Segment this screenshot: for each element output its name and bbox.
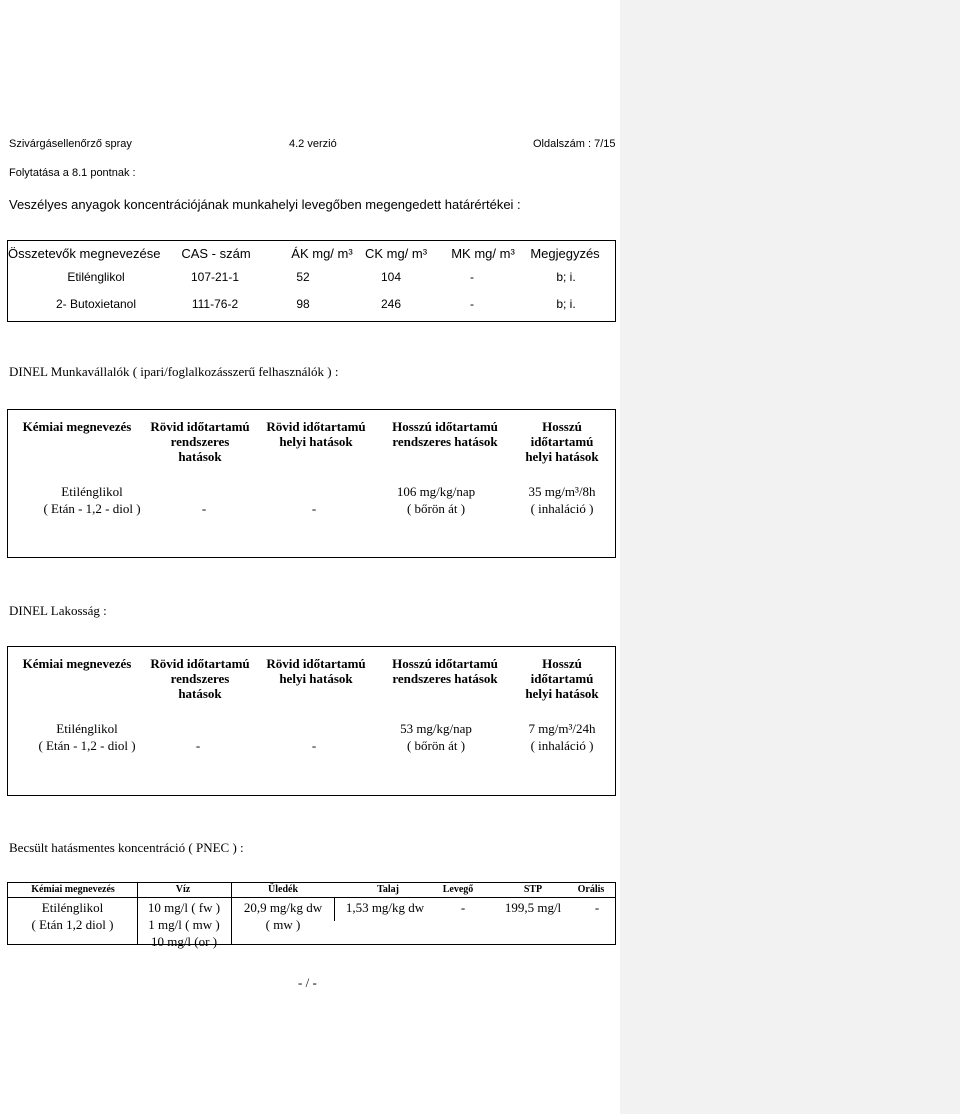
limits-header-ak: ÁK mg/ m³: [291, 246, 353, 261]
limits-cell-component: Etilénglikol: [67, 270, 125, 284]
pnec-sediment: 20,9 mg/kg dw: [243, 900, 323, 915]
limits-cell-remark: b; i.: [556, 297, 576, 311]
limits-table: [7, 240, 616, 322]
limits-cell-component: 2- Butoxietanol: [55, 297, 137, 311]
limits-header-mk: MK mg/ m³: [451, 246, 515, 261]
limits-header-component: Összetevők megnevezése: [8, 246, 161, 261]
limits-cell-mk: -: [470, 297, 474, 311]
dinel-public-long-systemic-sub: ( bőrön át ): [406, 738, 466, 753]
dinel-workers-long-local: 35 mg/m³/8h: [528, 484, 596, 499]
dinel-public-short-local: -: [311, 738, 317, 753]
pnec-header-oral: Orális: [577, 884, 605, 895]
table-row: [8, 264, 615, 290]
dinel-workers-short-systemic: -: [201, 501, 207, 516]
pnec-sediment-sub: ( mw ): [265, 917, 301, 932]
limits-cell-ak: 98: [296, 297, 310, 311]
pnec-header-stp: STP: [523, 884, 543, 895]
limits-cell-mk: -: [470, 270, 474, 284]
gray-margin-panel: [620, 0, 960, 1114]
pnec-header-row: [8, 883, 615, 898]
pnec-header-water: Víz: [175, 884, 191, 895]
limits-header-cas: CAS - szám: [181, 246, 251, 261]
dinel-workers-chem-sub: ( Etán - 1,2 - diol ): [43, 501, 141, 516]
dinel-workers-short-local: -: [311, 501, 317, 516]
dinel-workers-header-long-systemic: Hosszú időtartamú rendszeres hatások: [392, 419, 498, 449]
limits-cell-remark: b; i.: [556, 270, 576, 284]
pnec-header-soil: Talaj: [377, 884, 399, 895]
dinel-public-short-systemic: -: [195, 738, 201, 753]
dinel-workers-header-short-local: Rövid időtartamú helyi hatások: [266, 419, 366, 449]
dinel-public-header-short-local: Rövid időtartamú helyi hatások: [266, 656, 366, 686]
limits-header-remark: Megjegyzés: [530, 246, 600, 261]
header-version: 4.2 verzió: [289, 138, 337, 150]
pnec-header-air: Levegő: [442, 884, 474, 895]
pnec-header-sediment: Üledék: [268, 884, 298, 895]
pnec-air: -: [460, 900, 466, 915]
limits-cell-ck: 104: [380, 270, 402, 284]
dinel-workers-long-systemic-sub: ( bőrön át ): [406, 501, 466, 516]
dinel-workers-long-systemic: 106 mg/kg/nap: [396, 484, 476, 499]
pnec-stp: 199,5 mg/l: [504, 900, 562, 915]
pnec-water-or: 10 mg/l (or ): [150, 934, 218, 949]
dinel-public-header-long-local: Hosszú időtartamú helyi hatások: [525, 656, 599, 701]
limits-cell-cas: 107-21-1: [190, 270, 240, 284]
dinel-public-long-local: 7 mg/m³/24h: [528, 721, 596, 736]
dinel-workers-header-long-local: Hosszú időtartamú helyi hatások: [525, 419, 599, 464]
limits-title: Veszélyes anyagok koncentrációjának munkahelyi levegőben megengedett határértékei :: [9, 197, 521, 212]
dinel-public-long-local-sub: ( inhaláció ): [530, 738, 594, 753]
dinel-workers-long-local-sub: ( inhaláció ): [530, 501, 594, 516]
dinel-public-table: [7, 646, 616, 796]
dinel-public-chem-sub: ( Etán - 1,2 - diol ): [38, 738, 136, 753]
dinel-public-header-chem: Kémiai megnevezés: [22, 656, 132, 671]
dinel-workers-header-short-systemic: Rövid időtartamú rendszeres hatások: [150, 419, 250, 464]
dinel-workers-title: DINEL Munkavállalók ( ipari/foglalkozásszerű felhasználók ) :: [9, 364, 339, 379]
dinel-public-header-short-systemic: Rövid időtartamú rendszeres hatások: [150, 656, 250, 701]
pnec-soil: 1,53 mg/kg dw: [345, 900, 425, 915]
dinel-public-long-systemic: 53 mg/kg/nap: [400, 721, 472, 736]
limits-cell-cas: 111-76-2: [191, 297, 239, 311]
pnec-header-chem: Kémiai megnevezés: [31, 884, 115, 895]
dinel-public-chem-name: Etilénglikol: [56, 721, 118, 736]
pnec-chem-name: Etilénglikol: [41, 900, 104, 915]
dinel-public-title: DINEL Lakosság :: [9, 603, 107, 618]
dinel-workers-chem-name: Etilénglikol: [61, 484, 123, 499]
dinel-workers-table: [7, 409, 616, 558]
limits-cell-ck: 246: [380, 297, 402, 311]
pnec-water-mw: 1 mg/l ( mw ): [148, 917, 220, 932]
pnec-title: Becsült hatásmentes koncentráció ( PNEC ) :: [9, 840, 244, 855]
header-product: Szivárgásellenőrző spray: [9, 138, 132, 150]
limits-cell-ak: 52: [296, 270, 310, 284]
limits-header-ck: CK mg/ m³: [364, 246, 428, 261]
dinel-workers-header-chem: Kémiai megnevezés: [22, 419, 132, 434]
dinel-public-header-long-systemic: Hosszú időtartamú rendszeres hatások: [392, 656, 498, 686]
table-row: [8, 291, 615, 317]
continuation-note: Folytatása a 8.1 pontnak :: [9, 167, 136, 179]
page-footer: - / -: [298, 975, 317, 990]
pnec-table: [7, 882, 616, 949]
pnec-chem-sub: ( Etán 1,2 diol ): [31, 917, 114, 932]
pnec-water-fw: 10 mg/l ( fw ): [147, 900, 221, 915]
header-page-number: Oldalszám : 7/15: [533, 138, 616, 150]
pnec-oral: -: [594, 900, 600, 915]
